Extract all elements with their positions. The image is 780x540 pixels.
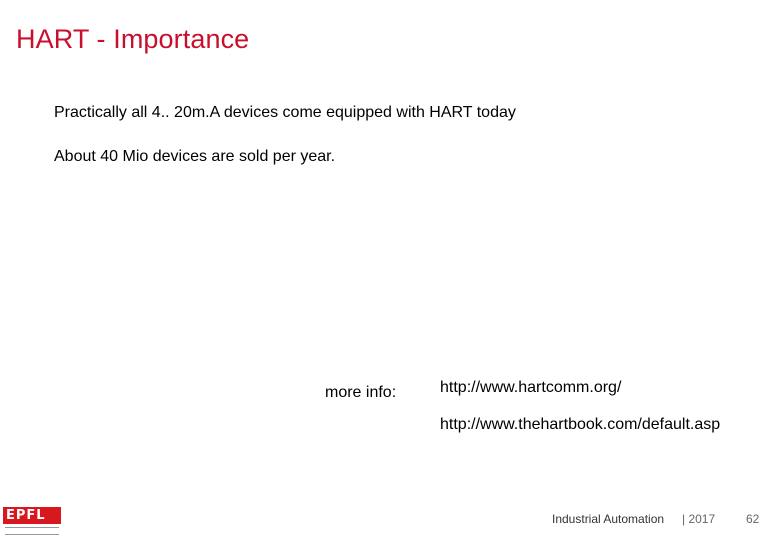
- slide-title: HART - Importance: [16, 24, 250, 54]
- footer-year: | 2017: [682, 512, 716, 526]
- more-info-label: more info:: [325, 384, 397, 401]
- footer-course: Industrial Automation: [552, 512, 665, 526]
- bullet-text: Practically all 4.. 20m.A devices come equipped with HART today: [54, 104, 516, 121]
- hartcomm-link[interactable]: http://www.hartcomm.org/: [440, 379, 622, 396]
- epfl-logo: EPFL: [3, 507, 61, 535]
- hartbook-link[interactable]: http://www.thehartbook.com/default.asp: [440, 416, 721, 433]
- bullet-text: About 40 Mio devices are sold per year.: [54, 148, 336, 165]
- page-number: 62: [746, 512, 760, 526]
